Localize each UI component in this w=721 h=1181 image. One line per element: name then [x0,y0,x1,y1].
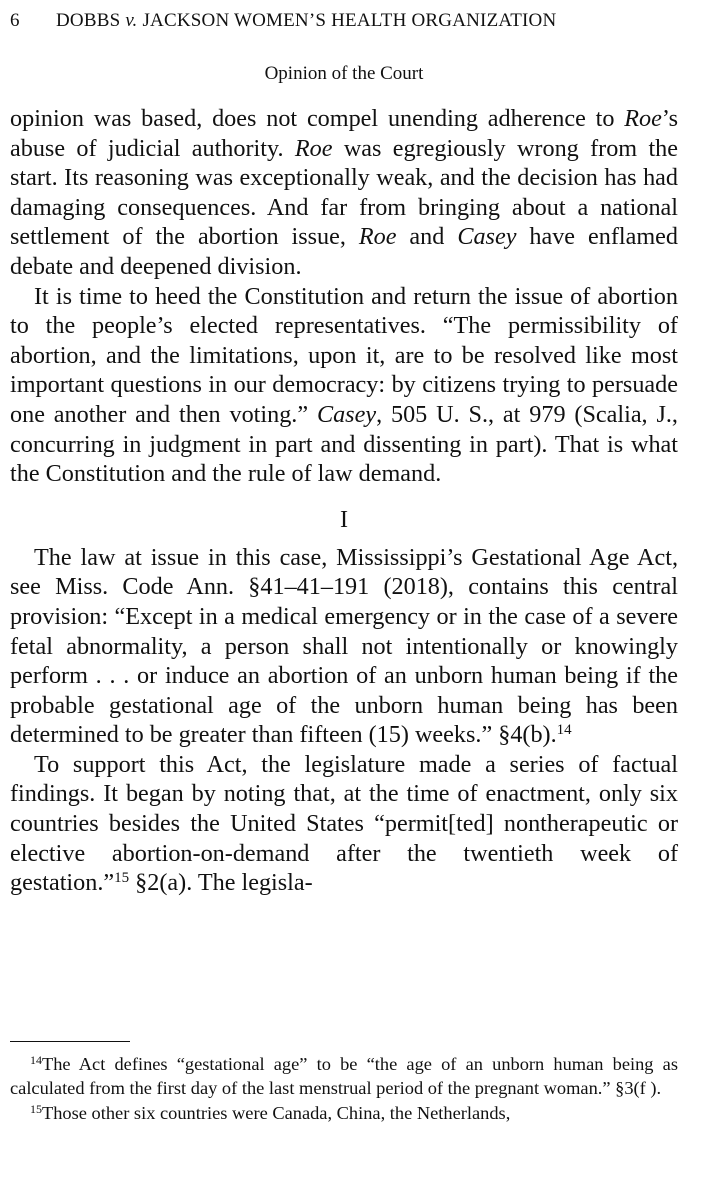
case-title-respondent: JACKSON WOMEN’S HEALTH ORGANIZATION [142,10,557,31]
case-name-casey: Casey [316,400,377,428]
opinion-label: Opinion of the Court [264,63,424,84]
paragraph-1-text-3: was egregiously wrong from the start. Its reasoning was exceptionally weak, and the decision has had damaging consequences. And far from bringing about a national settlement of the abortion issue, [10,134,678,251]
footnote-reference-14[interactable]: 14 [556,722,572,739]
section-heading: I [339,505,349,533]
opinion-body [10,104,678,898]
footnote-text: Those other six countries were Canada, China, the Netherlands, [42,1102,511,1123]
paragraph-1-text-4: and [396,223,458,251]
paragraph-2 [10,282,678,489]
footnotes [10,1052,678,1125]
footnote-number: 15 [30,1101,42,1116]
footnote-divider [10,1041,130,1042]
footnote-number: 14 [30,1053,42,1067]
case-name-roe: Roe [294,134,333,162]
case-title [56,10,556,31]
paragraph-3 [10,543,678,750]
paragraph-1 [10,104,678,282]
paragraph-1-text-5: have enflamed debate and deepened division. [10,223,678,280]
footnote-text: The Act defines “gestational age” to be “the age of an unborn human being as calculated from the first day of the last menstrual period of the pregnant woman.” §3(f ). [10,1054,678,1099]
footnote-15 [10,1101,678,1125]
paragraph-2-text-2: , 505 U. S., at 979 (Scalia, J., concurring in judgment in part and dissenting in part). That is what the Constitution and the rule of law demand. [10,400,678,488]
paragraph-1-text-1: opinion was based, does not compel unending adherence to [10,105,625,132]
footnote-14 [10,1052,678,1101]
case-title-petitioner: DOBBS [56,10,121,31]
footnote-reference-15[interactable]: 15 [114,870,130,887]
paragraph-1-text-2: ’s abuse of judicial authority. [10,105,678,162]
case-title-versus: v. [125,10,138,31]
paragraph-3-text-1: The law at issue in this case, Mississippi’s Gestational Age Act, see Miss. Code Ann. §41–41–191 (2018), contains this central provision: “Except in a medical emergency or in the case of a severe fetal abnormality, a person shall not intentionally or knowingly perform . . . or induce an abortion of an unborn human being if the probable gestational age of the unborn human being has been determined to be greater than fifteen (15) weeks.” §4(b). [10,543,678,749]
case-name-casey: Casey [457,223,517,251]
case-name-roe: Roe [358,223,397,251]
paragraph-4-text-1: To support this Act, the legislature made a series of factual findings. It began by noting that, at the time of enactment, only six countries besides the United States “permit[ted] nontherapeutic or elective abortion-on-demand after the twentieth week of gestation.” [10,750,678,897]
page-number: 6 [10,10,20,31]
paragraph-2-text-1: It is time to heed the Constitution and return the issue of abortion to the people’s elected representatives. “The permissibility of abortion, and the limitations, upon it, are to be resolved like most important questions in our democracy: by citizens trying to persuade one another and then voting.” [10,282,678,428]
paragraph-4-text-2: §2(a). The legisla- [129,869,313,897]
case-name-roe: Roe [624,105,662,132]
paragraph-4 [10,750,678,898]
running-head [10,9,690,33]
